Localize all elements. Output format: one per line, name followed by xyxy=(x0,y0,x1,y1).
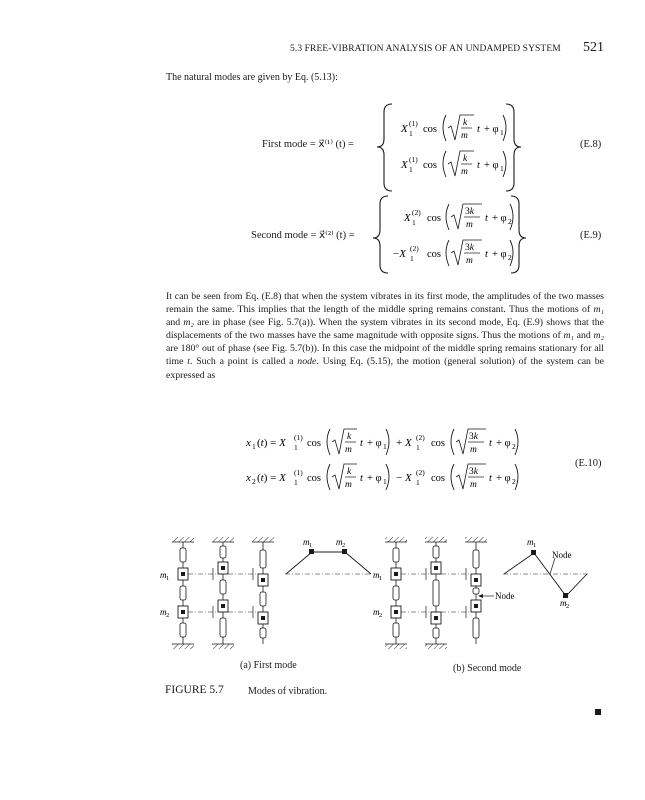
svg-text:t: t xyxy=(477,124,480,135)
svg-text:cos: cos xyxy=(423,160,437,171)
svg-text:m: m xyxy=(470,480,477,490)
svg-text:m: m xyxy=(461,131,468,141)
svg-text:(2): (2) xyxy=(416,468,425,477)
figure-label: FIGURE 5.7 xyxy=(165,684,224,696)
svg-text:m: m xyxy=(160,570,167,580)
svg-text:cos: cos xyxy=(431,473,445,484)
svg-text:m: m xyxy=(466,220,473,230)
svg-text:m: m xyxy=(345,480,352,490)
second-mode-diagram xyxy=(373,537,588,649)
page-number: 521 xyxy=(583,40,604,55)
svg-text:t: t xyxy=(485,213,488,224)
svg-text:+ φ: + φ xyxy=(484,124,499,135)
x2-equation xyxy=(245,464,518,490)
svg-text:cos: cos xyxy=(427,213,441,224)
equation-number-e10: (E.10) xyxy=(575,458,602,469)
svg-text:m: m xyxy=(470,445,477,455)
svg-text:t: t xyxy=(489,438,492,449)
svg-text:X: X xyxy=(401,123,408,135)
svg-text:1: 1 xyxy=(294,478,298,487)
svg-text:m: m xyxy=(461,167,468,177)
section-title: 5.3 FREE-VIBRATION ANALYSIS OF AN UNDAMPED SYSTEM xyxy=(290,44,561,54)
svg-text:+ X: + X xyxy=(396,437,412,449)
svg-text:(t) = X: (t) = X xyxy=(257,472,286,484)
svg-text:1: 1 xyxy=(294,443,298,452)
svg-text:1: 1 xyxy=(533,542,537,549)
svg-text:m: m xyxy=(345,445,352,455)
svg-text:x: x xyxy=(246,437,251,449)
running-header xyxy=(0,40,645,60)
svg-text:(1): (1) xyxy=(294,468,303,477)
svg-text:3k: 3k xyxy=(465,207,474,217)
second-mode-vector xyxy=(373,196,526,273)
svg-text:2: 2 xyxy=(512,477,516,486)
svg-text:m: m xyxy=(373,570,380,580)
svg-text:1: 1 xyxy=(409,129,413,138)
svg-text:(t) = X: (t) = X xyxy=(257,437,286,449)
svg-text:2: 2 xyxy=(512,442,516,451)
svg-text:1: 1 xyxy=(309,542,313,549)
svg-text:1: 1 xyxy=(409,165,413,174)
svg-text:+ φ: + φ xyxy=(484,160,499,171)
svg-text:1: 1 xyxy=(379,575,383,582)
svg-text:k: k xyxy=(463,118,468,128)
svg-text:3k: 3k xyxy=(469,432,478,442)
intro-line: The natural modes are given by Eq. (5.13): xyxy=(166,72,338,83)
svg-text:+ φ: + φ xyxy=(492,213,507,224)
svg-text:x: x xyxy=(246,472,251,484)
mode-vectors-math xyxy=(0,95,645,275)
svg-text:1: 1 xyxy=(166,575,170,582)
svg-text:X: X xyxy=(401,159,408,171)
svg-text:1: 1 xyxy=(412,218,416,227)
first-mode-label: First mode = x⃗⁽¹⁾ (t) = xyxy=(262,139,354,150)
svg-text:cos: cos xyxy=(427,249,441,260)
svg-text:m: m xyxy=(373,607,380,617)
svg-text:Node: Node xyxy=(495,591,515,601)
svg-text:+ φ: + φ xyxy=(367,438,382,449)
svg-text:cos: cos xyxy=(431,438,445,449)
equation-number-e8: (E.8) xyxy=(580,139,602,150)
svg-text:m: m xyxy=(527,537,534,547)
svg-text:2: 2 xyxy=(508,217,512,226)
x1-equation xyxy=(245,429,518,455)
svg-text:t: t xyxy=(485,249,488,260)
svg-text:(1): (1) xyxy=(294,433,303,442)
general-solution-math xyxy=(0,420,645,490)
svg-text:1: 1 xyxy=(383,442,387,451)
caption-second-mode: (b) Second mode xyxy=(453,663,522,674)
body-paragraph xyxy=(166,290,604,382)
svg-text:(2): (2) xyxy=(416,433,425,442)
svg-text:1: 1 xyxy=(416,443,420,452)
svg-text:(1): (1) xyxy=(409,119,418,128)
first-mode-diagram xyxy=(160,537,372,649)
svg-text:+ φ: + φ xyxy=(496,438,511,449)
svg-text:3k: 3k xyxy=(469,467,478,477)
svg-text:m: m xyxy=(160,607,167,617)
svg-text:1: 1 xyxy=(500,128,504,137)
svg-text:1: 1 xyxy=(416,478,420,487)
svg-text:X: X xyxy=(404,212,411,224)
svg-text:t: t xyxy=(489,473,492,484)
svg-text:(2): (2) xyxy=(412,208,421,217)
svg-text:(2): (2) xyxy=(410,244,419,253)
figure-title: Modes of vibration. xyxy=(248,686,328,697)
first-mode-vector xyxy=(377,104,521,191)
svg-text:k: k xyxy=(347,467,352,477)
svg-text:− X: − X xyxy=(396,472,412,484)
svg-text:1: 1 xyxy=(500,164,504,173)
svg-text:2: 2 xyxy=(252,477,256,486)
svg-text:+ φ: + φ xyxy=(367,473,382,484)
svg-text:t: t xyxy=(477,160,480,171)
equation-number-e9: (E.9) xyxy=(580,230,602,241)
svg-text:k: k xyxy=(347,432,352,442)
svg-text:(1): (1) xyxy=(409,155,418,164)
figure-5-7-diagram xyxy=(0,528,645,663)
svg-text:1: 1 xyxy=(410,254,414,263)
end-of-example-mark xyxy=(595,709,601,715)
svg-text:2: 2 xyxy=(166,612,170,619)
svg-text:m: m xyxy=(560,598,567,608)
paragraph-text: It can be seen from Eq. (E.8) that when the system vibrates in its first mode, the amplitudes of the two masses remain the same. This implies that the length of the middle spring remains constant. Thus the motions of m₁ and m₂ are in phase (see Fig. 5.7(a)). When the system vibrates in its second mode, Eq. (E.9) shows that the displacements of the two masses have the same magnitude with opposite signs. Thus the motions of m₁ and m₂ are 180° out of phase (see Fig. 5.7(b)). In this case the midpoint of the middle spring remains stationary for all time t. Such a point is called a node. Using Eq. (5.15), the motion (general solution) of the system can be expressed as xyxy=(166,291,604,381)
svg-text:3k: 3k xyxy=(465,243,474,253)
svg-text:+ φ: + φ xyxy=(496,473,511,484)
svg-text:m: m xyxy=(466,256,473,266)
svg-text:2: 2 xyxy=(566,603,570,610)
svg-text:t: t xyxy=(360,438,363,449)
svg-text:k: k xyxy=(463,154,468,164)
svg-text:+ φ: + φ xyxy=(492,249,507,260)
svg-text:cos: cos xyxy=(423,124,437,135)
svg-text:2: 2 xyxy=(508,253,512,262)
second-mode-label: Second mode = x⃗⁽²⁾ (t) = xyxy=(251,230,355,241)
svg-text:2: 2 xyxy=(342,542,346,549)
caption-first-mode: (a) First mode xyxy=(240,660,297,671)
svg-text:1: 1 xyxy=(383,477,387,486)
svg-text:1: 1 xyxy=(252,442,256,451)
svg-text:m: m xyxy=(303,537,310,547)
svg-text:2: 2 xyxy=(379,612,383,619)
svg-text:−X: −X xyxy=(393,248,406,260)
svg-text:m: m xyxy=(336,537,343,547)
svg-text:cos: cos xyxy=(307,473,321,484)
svg-text:Node: Node xyxy=(552,550,572,560)
svg-text:t: t xyxy=(360,473,363,484)
svg-text:cos: cos xyxy=(307,438,321,449)
